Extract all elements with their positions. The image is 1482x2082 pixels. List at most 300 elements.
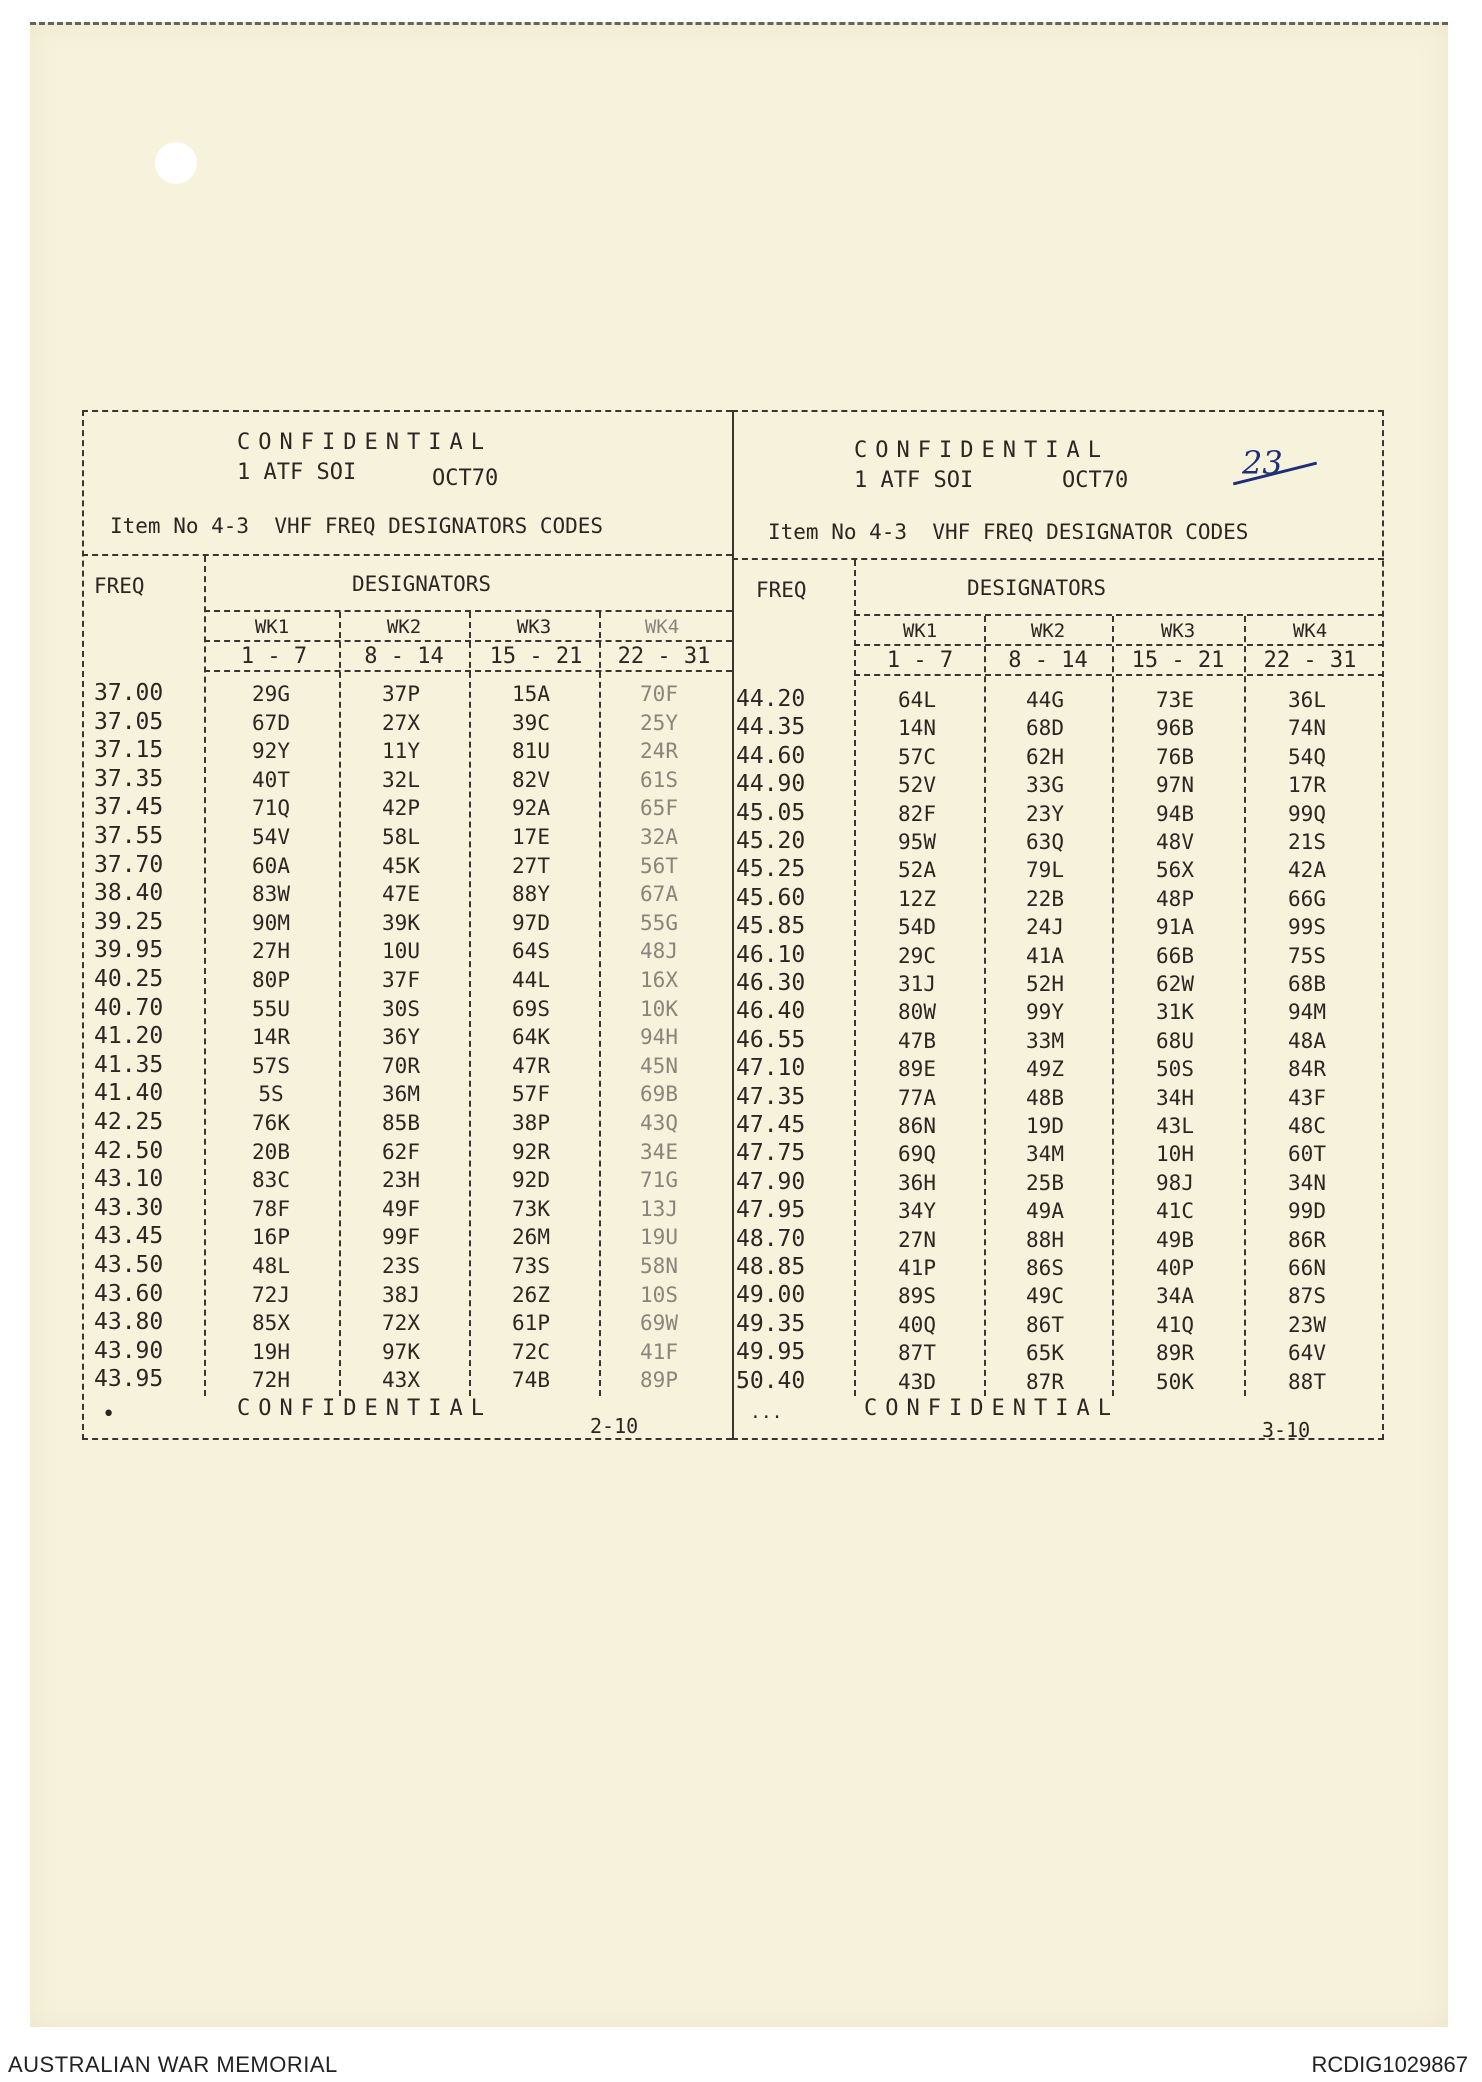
freq-value: 43.95 [94, 1366, 164, 1393]
designator-code: 31J [898, 972, 936, 996]
designator-code: 70R [382, 1053, 420, 1078]
freq-value: 47.95 [736, 1197, 806, 1224]
designator-code: 87S [1288, 1284, 1326, 1309]
designator-code: 24J [1026, 915, 1064, 940]
right-divider-designators [854, 614, 1384, 616]
designator-code: 94M [1288, 1000, 1326, 1025]
designator-code: 88Y [512, 882, 550, 907]
designator-code: 69B [640, 1082, 678, 1107]
right-week-days: 1 - 7 [886, 648, 954, 673]
designator-code: 96B [1156, 716, 1194, 741]
left-week-label: WK2 [386, 616, 422, 638]
designator-code: 92A [512, 796, 550, 821]
freq-value: 45.85 [736, 913, 806, 940]
designator-code: 48V [1156, 830, 1194, 854]
freq-value: 45.05 [736, 799, 806, 826]
freq-value: 45.20 [736, 828, 806, 854]
designator-code: 97K [382, 1339, 420, 1364]
freq-value: 41.40 [94, 1080, 164, 1107]
designator-code: 89S [898, 1284, 936, 1309]
designator-code: 60T [1288, 1142, 1326, 1167]
right-week-days: 8 - 14 [1008, 648, 1088, 673]
designator-code: 14N [898, 716, 936, 741]
designator-code: 72X [382, 1311, 420, 1336]
freq-value: 39.25 [94, 908, 164, 935]
freq-value: 37.05 [94, 708, 164, 735]
designator-code: 82V [512, 767, 550, 792]
right-divider-title [732, 558, 1384, 560]
designator-code: 61S [640, 767, 678, 792]
designator-code: 73S [512, 1254, 550, 1278]
designator-code: 47B [898, 1028, 936, 1053]
left-item-title: Item No 4-3 VHF FREQ DESIGNATORS CODES [110, 514, 604, 538]
designator-code: 27T [512, 853, 550, 878]
designator-code: 17R [1288, 773, 1326, 798]
freq-value: 44.60 [736, 742, 806, 769]
designator-code: 37F [382, 968, 420, 992]
freq-value: 46.40 [736, 998, 806, 1025]
designator-code: 86T [1026, 1312, 1064, 1337]
left-date: OCT70 [432, 466, 499, 491]
designator-code: 30S [382, 996, 420, 1021]
designator-code: 41P [898, 1256, 936, 1280]
designator-code: 82F [898, 801, 936, 826]
designator-code: 13J [640, 1196, 678, 1221]
freq-value: 43.30 [94, 1194, 164, 1221]
designator-code: 69Q [898, 1142, 936, 1167]
designator-code: 25Y [640, 710, 678, 735]
designator-code: 19H [252, 1339, 290, 1364]
designator-code: 64L [898, 688, 936, 712]
designator-code: 41A [1026, 943, 1064, 968]
freq-value: 46.55 [736, 1026, 806, 1053]
designator-code: 72H [252, 1368, 290, 1393]
right-week-label: WK2 [1030, 620, 1066, 642]
freq-value: 37.15 [94, 737, 164, 764]
designator-code: 97N [1156, 773, 1194, 798]
designator-code: 99S [1288, 915, 1326, 940]
designator-code: 89E [898, 1057, 936, 1082]
designator-code: 19U [640, 1225, 678, 1250]
designator-code: 86S [1026, 1256, 1064, 1280]
designator-code: 44G [1026, 688, 1064, 712]
left-designators-header: DESIGNATORS [352, 572, 492, 596]
freq-value: 48.70 [736, 1225, 806, 1252]
designator-code: 67A [640, 882, 678, 907]
designator-code: 65K [1026, 1341, 1064, 1366]
left-unit: 1 ATF SOI [237, 460, 357, 485]
left-divider-weeks [204, 640, 732, 642]
designator-code: 94H [640, 1025, 678, 1050]
left-page-number: 2-10 [590, 1414, 639, 1438]
designator-code: 48P [1156, 886, 1194, 911]
designator-code: 76K [252, 1111, 290, 1135]
designator-code: 5S [258, 1082, 284, 1107]
designator-code: 26M [512, 1225, 550, 1250]
freq-value: 44.20 [736, 686, 806, 712]
designator-code: 34N [1288, 1170, 1326, 1195]
designator-code: 24R [640, 739, 678, 764]
left-week-days: 8 - 14 [364, 644, 444, 669]
designator-code: 43Q [640, 1111, 678, 1135]
freq-value: 47.75 [736, 1140, 806, 1167]
designator-code: 60A [252, 853, 290, 878]
designator-code: 52V [898, 773, 936, 798]
designator-code: 74N [1288, 716, 1326, 741]
designator-code: 68D [1026, 716, 1064, 741]
designator-code: 11Y [382, 739, 420, 764]
designator-code: 85B [382, 1111, 420, 1135]
designator-code: 92D [512, 1168, 550, 1193]
right-freq-column-divider [854, 560, 856, 1396]
designator-code: 89P [640, 1368, 678, 1393]
freq-value: 43.50 [94, 1252, 164, 1278]
designator-code: 87T [898, 1341, 936, 1366]
left-confidential-header: CONFIDENTIAL [237, 430, 492, 455]
designator-code: 52A [898, 858, 936, 883]
designator-code: 48B [1026, 1085, 1064, 1110]
designator-code: 42A [1288, 858, 1326, 883]
designator-code: 66B [1156, 943, 1194, 968]
freq-value: 43.45 [94, 1223, 164, 1250]
designator-code: 99D [1288, 1199, 1326, 1224]
designator-code: 92R [512, 1139, 550, 1164]
designator-code: 23W [1288, 1312, 1326, 1337]
right-divider-weeks [854, 644, 1384, 646]
designator-code: 68B [1288, 972, 1326, 996]
designator-code: 80W [898, 1000, 936, 1025]
designator-code: 44L [512, 968, 550, 992]
designator-code: 49A [1026, 1199, 1064, 1224]
right-week-label: WK1 [902, 620, 938, 642]
left-wk-divider-3 [599, 612, 601, 1396]
freq-value: 48.85 [736, 1254, 806, 1280]
freq-value: 49.95 [736, 1339, 806, 1366]
designator-code: 33G [1026, 773, 1064, 798]
designator-code: 67D [252, 710, 290, 735]
designator-code: 43L [1156, 1114, 1194, 1138]
designator-code: 62F [382, 1139, 420, 1164]
right-week-label: WK4 [1292, 620, 1328, 642]
designator-code: 49B [1156, 1227, 1194, 1252]
designator-code: 45N [640, 1053, 678, 1078]
designator-code: 71G [640, 1168, 678, 1193]
designator-code: 36M [382, 1082, 420, 1107]
designator-code: 22B [1026, 886, 1064, 911]
freq-value: 42.25 [94, 1109, 164, 1135]
designator-code: 80P [252, 968, 290, 992]
designator-code: 10S [640, 1282, 678, 1307]
designator-code: 64S [512, 939, 550, 964]
left-soi-sheet [82, 410, 732, 1440]
freq-value: 47.90 [736, 1168, 806, 1195]
designator-code: 66N [1288, 1256, 1326, 1280]
designator-code: 23S [382, 1254, 420, 1278]
freq-value: 47.35 [736, 1083, 806, 1110]
designator-code: 92Y [252, 739, 290, 764]
right-confidential-footer: CONFIDENTIAL [864, 1396, 1119, 1421]
designator-code: 34Y [898, 1199, 936, 1224]
freq-value: 37.00 [94, 680, 164, 706]
right-item-title: Item No 4-3 VHF FREQ DESIGNATOR CODES [768, 520, 1249, 544]
designator-code: 62W [1156, 972, 1194, 996]
designator-code: 77A [898, 1085, 936, 1110]
freq-value: 44.35 [736, 714, 806, 741]
designator-code: 86N [898, 1114, 936, 1138]
designator-code: 73E [1156, 688, 1194, 712]
designator-code: 23Y [1026, 801, 1064, 826]
designator-code: 56X [1156, 858, 1194, 883]
designator-code: 70F [640, 682, 678, 706]
freq-value: 37.55 [94, 823, 164, 849]
freq-value: 49.35 [736, 1310, 806, 1337]
right-wk-divider-3 [1244, 616, 1246, 1396]
designator-code: 36Y [382, 1025, 420, 1050]
punch-hole [155, 142, 197, 184]
designator-code: 57F [512, 1082, 550, 1107]
perforation-edge [30, 22, 1448, 37]
designator-code: 90M [252, 910, 290, 935]
designator-code: 76B [1156, 744, 1194, 769]
designator-code: 34M [1026, 1142, 1064, 1167]
designator-code: 49Z [1026, 1057, 1064, 1082]
designator-code: 23H [382, 1168, 420, 1193]
designator-code: 10H [1156, 1142, 1194, 1167]
freq-value: 37.45 [94, 794, 164, 821]
freq-value: 41.35 [94, 1051, 164, 1078]
right-confidential-header: CONFIDENTIAL [854, 438, 1109, 463]
left-wk-divider-2 [469, 612, 471, 1396]
right-week-label: WK3 [1160, 620, 1196, 642]
left-week-days: 15 - 21 [489, 644, 583, 669]
freq-value: 47.45 [736, 1112, 806, 1138]
freq-value: 43.10 [94, 1166, 164, 1193]
left-week-days: 1 - 7 [240, 644, 308, 669]
freq-value: 46.10 [736, 941, 806, 968]
designator-code: 87R [1026, 1369, 1064, 1394]
designator-code: 10K [640, 996, 678, 1021]
right-unit: 1 ATF SOI [854, 468, 974, 493]
designator-code: 66G [1288, 886, 1326, 911]
left-freq-column-divider [204, 556, 206, 1396]
designator-code: 69W [640, 1311, 678, 1336]
left-freq-header: FREQ [94, 574, 145, 598]
designator-code: 99Y [1026, 1000, 1064, 1025]
designator-code: 48L [252, 1254, 290, 1278]
designator-code: 88H [1026, 1227, 1064, 1252]
designator-code: 57C [898, 744, 936, 769]
left-week-label: WK1 [254, 616, 290, 638]
designator-code: 45K [382, 853, 420, 878]
designator-code: 39C [512, 710, 550, 735]
designator-code: 64V [1288, 1341, 1326, 1366]
designator-code: 40P [1156, 1256, 1194, 1280]
designator-code: 20B [252, 1139, 290, 1164]
designator-code: 38P [512, 1111, 550, 1135]
designator-code: 58L [382, 825, 420, 849]
designator-code: 27N [898, 1227, 936, 1252]
designator-code: 71Q [252, 796, 290, 821]
right-soi-sheet [732, 410, 1384, 1440]
designator-code: 54D [898, 915, 936, 940]
designator-code: 64K [512, 1025, 550, 1050]
designator-code: 41F [640, 1339, 678, 1364]
designator-code: 14R [252, 1025, 290, 1050]
freq-value: 50.40 [736, 1367, 806, 1394]
freq-value: 43.60 [94, 1280, 164, 1307]
handwritten-correction: 23 [1242, 444, 1283, 482]
designator-code: 68U [1156, 1028, 1194, 1053]
designator-code: 91A [1156, 915, 1194, 940]
designator-code: 84R [1288, 1057, 1326, 1082]
designator-code: 40T [252, 767, 290, 792]
designator-code: 36H [898, 1170, 936, 1195]
designator-code: 48A [1288, 1028, 1326, 1053]
left-divider-designators [204, 610, 732, 612]
right-divider-days [854, 674, 1384, 676]
designator-code: 83C [252, 1168, 290, 1193]
designator-code: 72C [512, 1339, 550, 1364]
designator-code: 85X [252, 1311, 290, 1336]
left-week-label: WK3 [516, 616, 552, 638]
left-week-days: 22 - 31 [617, 644, 711, 669]
designator-code: 50S [1156, 1057, 1194, 1082]
designator-code: 27X [382, 710, 420, 735]
designator-code: 27H [252, 939, 290, 964]
designator-code: 31K [1156, 1000, 1194, 1025]
designator-code: 48J [640, 939, 678, 964]
right-page-number: 3-10 [1262, 1418, 1311, 1442]
designator-code: 57S [252, 1053, 290, 1078]
designator-code: 99Q [1288, 801, 1326, 826]
designator-code: 55U [252, 996, 290, 1021]
right-week-days: 22 - 31 [1263, 648, 1357, 673]
designator-code: 54Q [1288, 744, 1326, 769]
left-divider-title [82, 554, 732, 556]
designator-code: 21S [1288, 830, 1326, 854]
designator-code: 49F [382, 1196, 420, 1221]
designator-code: 81U [512, 739, 550, 764]
freq-value: 37.35 [94, 765, 164, 792]
designator-code: 34E [640, 1139, 678, 1164]
designator-code: 16P [252, 1225, 290, 1250]
designator-code: 10U [382, 939, 420, 964]
designator-code: 47E [382, 882, 420, 907]
left-divider-days [204, 670, 732, 672]
freq-value: 40.70 [94, 994, 164, 1021]
designator-code: 26Z [512, 1282, 550, 1307]
freq-value: 45.60 [736, 884, 806, 911]
freq-value: 42.50 [94, 1137, 164, 1164]
designator-code: 32A [640, 825, 678, 849]
designator-code: 61P [512, 1311, 550, 1336]
designator-code: 12Z [898, 886, 936, 911]
designator-code: 73K [512, 1196, 550, 1221]
designator-code: 55G [640, 910, 678, 935]
designator-code: 41Q [1156, 1312, 1194, 1337]
designator-code: 32L [382, 767, 420, 792]
designator-code: 43X [382, 1368, 420, 1393]
designator-code: 86R [1288, 1227, 1326, 1252]
designator-code: 79L [1026, 858, 1064, 883]
right-date: OCT70 [1062, 468, 1129, 493]
freq-value: 37.70 [94, 851, 164, 878]
designator-code: 47R [512, 1053, 550, 1078]
left-week-label: WK4 [644, 616, 680, 638]
designator-code: 29G [252, 682, 290, 706]
record-id: RCDIG1029867 [1311, 2052, 1468, 2077]
designator-code: 78F [252, 1196, 290, 1221]
freq-value: 43.90 [94, 1337, 164, 1364]
designator-code: 98J [1156, 1170, 1194, 1195]
designator-code: 38J [382, 1282, 420, 1307]
designator-code: 63Q [1026, 830, 1064, 854]
designator-code: 16X [640, 968, 678, 992]
right-wk-divider-2 [1112, 616, 1114, 1396]
right-freq-header: FREQ [756, 578, 807, 602]
designator-code: 97D [512, 910, 550, 935]
designator-code: 40Q [898, 1312, 936, 1337]
left-wk-divider-1 [339, 612, 341, 1396]
designator-code: 74B [512, 1368, 550, 1393]
designator-code: 34H [1156, 1085, 1194, 1110]
freq-value: 47.10 [736, 1055, 806, 1082]
designator-code: 69S [512, 996, 550, 1021]
designator-code: 54V [252, 825, 290, 849]
designator-code: 34A [1156, 1284, 1194, 1309]
designator-code: 19D [1026, 1114, 1064, 1138]
designator-code: 95W [898, 830, 936, 854]
freq-value: 49.00 [736, 1282, 806, 1309]
designator-code: 49C [1026, 1284, 1064, 1309]
left-bullet: • [102, 1402, 116, 1427]
designator-code: 50K [1156, 1369, 1194, 1394]
designator-code: 83W [252, 882, 290, 907]
designator-code: 43F [1288, 1085, 1326, 1110]
designator-code: 89R [1156, 1341, 1194, 1366]
designator-code: 33M [1026, 1028, 1064, 1053]
designator-code: 65F [640, 796, 678, 821]
freq-value: 41.20 [94, 1023, 164, 1050]
designator-code: 29C [898, 943, 936, 968]
freq-value: 40.25 [94, 966, 164, 992]
designator-code: 36L [1288, 688, 1326, 712]
designator-code: 72J [252, 1282, 290, 1307]
designator-code: 52H [1026, 972, 1064, 996]
right-week-days: 15 - 21 [1131, 648, 1225, 673]
designator-code: 75S [1288, 943, 1326, 968]
designator-code: 43D [898, 1369, 936, 1394]
right-wk-divider-1 [984, 616, 986, 1396]
designator-code: 37P [382, 682, 420, 706]
right-ellipsis: ... [750, 1402, 783, 1423]
freq-value: 38.40 [94, 880, 164, 907]
designator-code: 15A [512, 682, 550, 706]
designator-code: 99F [382, 1225, 420, 1250]
freq-value: 46.30 [736, 970, 806, 996]
designator-code: 94B [1156, 801, 1194, 826]
designator-code: 25B [1026, 1170, 1064, 1195]
designator-code: 88T [1288, 1369, 1326, 1394]
right-designators-header: DESIGNATORS [967, 576, 1107, 600]
left-confidential-footer: CONFIDENTIAL [237, 1396, 492, 1421]
designator-code: 58N [640, 1254, 678, 1278]
freq-value: 44.90 [736, 771, 806, 798]
designator-code: 42P [382, 796, 420, 821]
source-caption: AUSTRALIAN WAR MEMORIAL [8, 2052, 338, 2077]
designator-code: 62H [1026, 744, 1064, 769]
designator-code: 48C [1288, 1114, 1326, 1138]
